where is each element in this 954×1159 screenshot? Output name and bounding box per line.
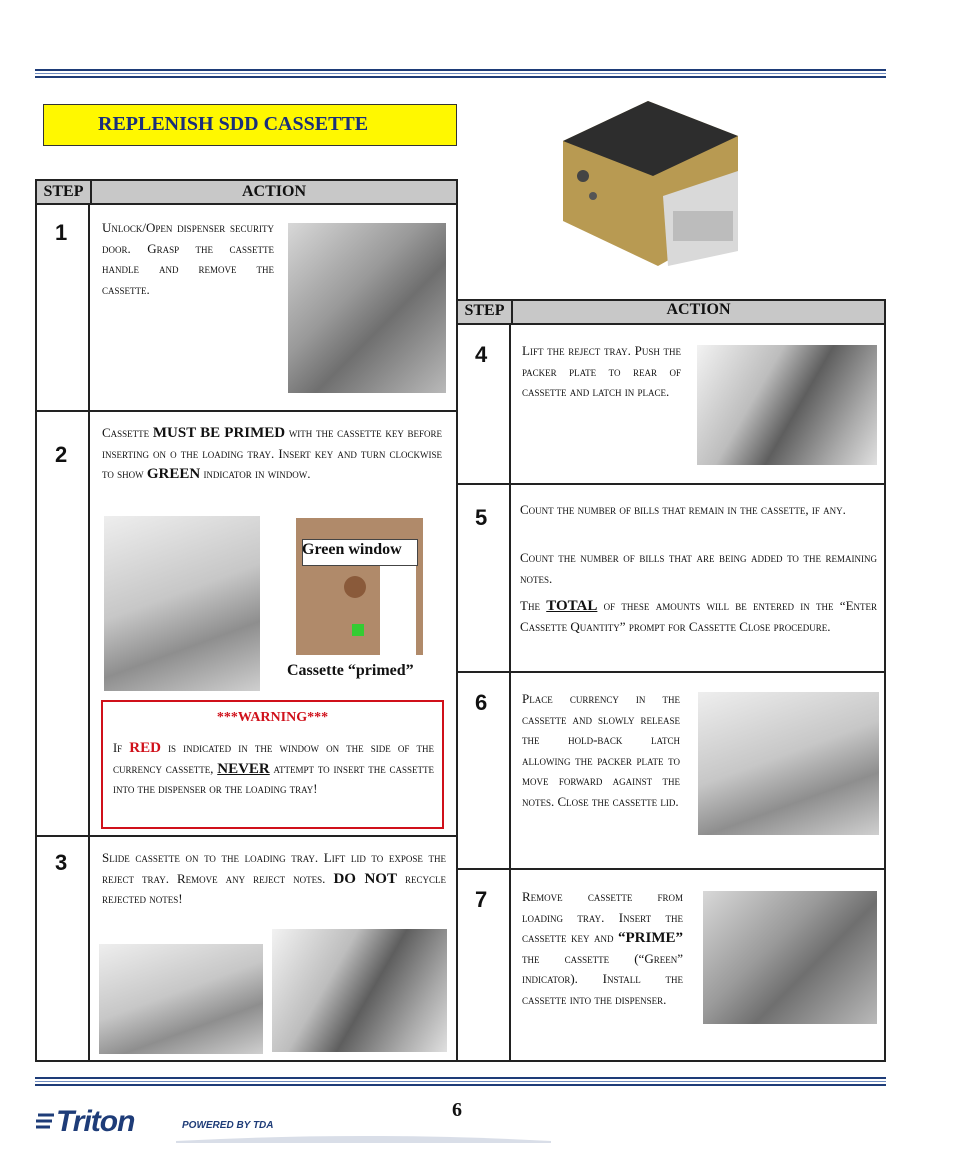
- step-text: Cassette MUST BE PRIMED with the cassette key before inserting on o the loading tray. Insert key and turn clockwise to show GREEN indicator in window.: [102, 425, 443, 482]
- step-number: 6: [475, 690, 488, 715]
- dispenser-photo: [553, 101, 745, 268]
- left-table-header: [35, 179, 458, 205]
- row-divider: [456, 868, 886, 870]
- warning-title: ***WARNING***: [216, 710, 329, 725]
- right-table-border: [884, 325, 886, 1062]
- step-text-2: Count the number of bills that are being added to the remaining notes.: [520, 550, 877, 586]
- row-divider: [456, 671, 886, 673]
- step-text: Place currency in the cassette and slowly release the hold-back latch allowing the packer plate to move forward against the notes. Close the cassette lid.: [522, 691, 680, 809]
- logo-brand: Triton: [56, 1105, 135, 1138]
- left-table-border: [456, 205, 458, 1062]
- step-6-photo: [698, 692, 879, 835]
- step-3-photo-a: [99, 944, 263, 1054]
- right-table-header: [456, 299, 886, 325]
- step-text-1: Count the number of bills that remain in the cassette, if any.: [520, 502, 846, 517]
- action-header: ACTION: [666, 301, 731, 318]
- green-window-label: Green window: [302, 541, 402, 558]
- cassette-key-photo: [104, 516, 260, 691]
- logo-tagline: POWERED BY TDA: [182, 1120, 274, 1131]
- step-number: 7: [475, 887, 488, 912]
- primed-window-photo: [296, 518, 423, 655]
- action-header: ACTION: [241, 183, 306, 200]
- step-4-photo: [697, 345, 877, 465]
- row-divider: [35, 835, 458, 837]
- step-1-photo: [288, 223, 446, 393]
- warning-text: If RED is indicated in the window on the side of the currency cassette, NEVER attempt to insert the cassette into the dispenser or the loading tray!: [113, 740, 435, 796]
- table-bottom-border: [35, 1060, 886, 1062]
- step-header: STEP: [458, 301, 513, 323]
- step-text: Lift the reject tray. Push the packer plate to rear of cassette and latch in place.: [522, 343, 681, 399]
- row-divider: [456, 483, 886, 485]
- step-text: Slide cassette on to the loading tray. Lift lid to expose the reject tray. Remove any reject notes. DO NOT recycle rejected notes!: [102, 850, 446, 906]
- title-box: [43, 104, 457, 146]
- page-title: REPLENISH SDD CASSETTE: [98, 113, 369, 135]
- step-text: Remove cassette from loading tray. Insert the cassette key and “PRIME” the cassette (“Green” indicator). Install the cassette into the dispenser.: [522, 889, 683, 1007]
- top-rule: [35, 69, 886, 80]
- step-number: 3: [55, 850, 68, 875]
- green-indicator-icon: [352, 624, 364, 636]
- step-7-photo: [703, 891, 877, 1024]
- step-number: 4: [475, 342, 488, 367]
- step-3-photo-b: [272, 929, 447, 1052]
- right-table-divider: [509, 325, 511, 1062]
- left-table-divider: [88, 205, 90, 1062]
- left-table-border: [35, 205, 37, 1062]
- step-number: 5: [475, 505, 488, 530]
- step-text: Unlock/Open dispenser security door. Grasp the cassette handle and remove the cassette.: [102, 220, 274, 297]
- step-number: 2: [55, 442, 68, 467]
- primed-caption: Cassette “primed”: [287, 662, 414, 679]
- step-text-3: The TOTAL of these amounts will be entered in the “Enter Cassette Quantity” prompt for Cassette Close procedure.: [520, 598, 878, 634]
- step-number: 1: [55, 220, 68, 245]
- bottom-rule: [35, 1077, 886, 1088]
- page-number: 6: [452, 1099, 462, 1121]
- warning-box: [101, 700, 444, 829]
- step-header: STEP: [37, 181, 92, 203]
- row-divider: [35, 410, 458, 412]
